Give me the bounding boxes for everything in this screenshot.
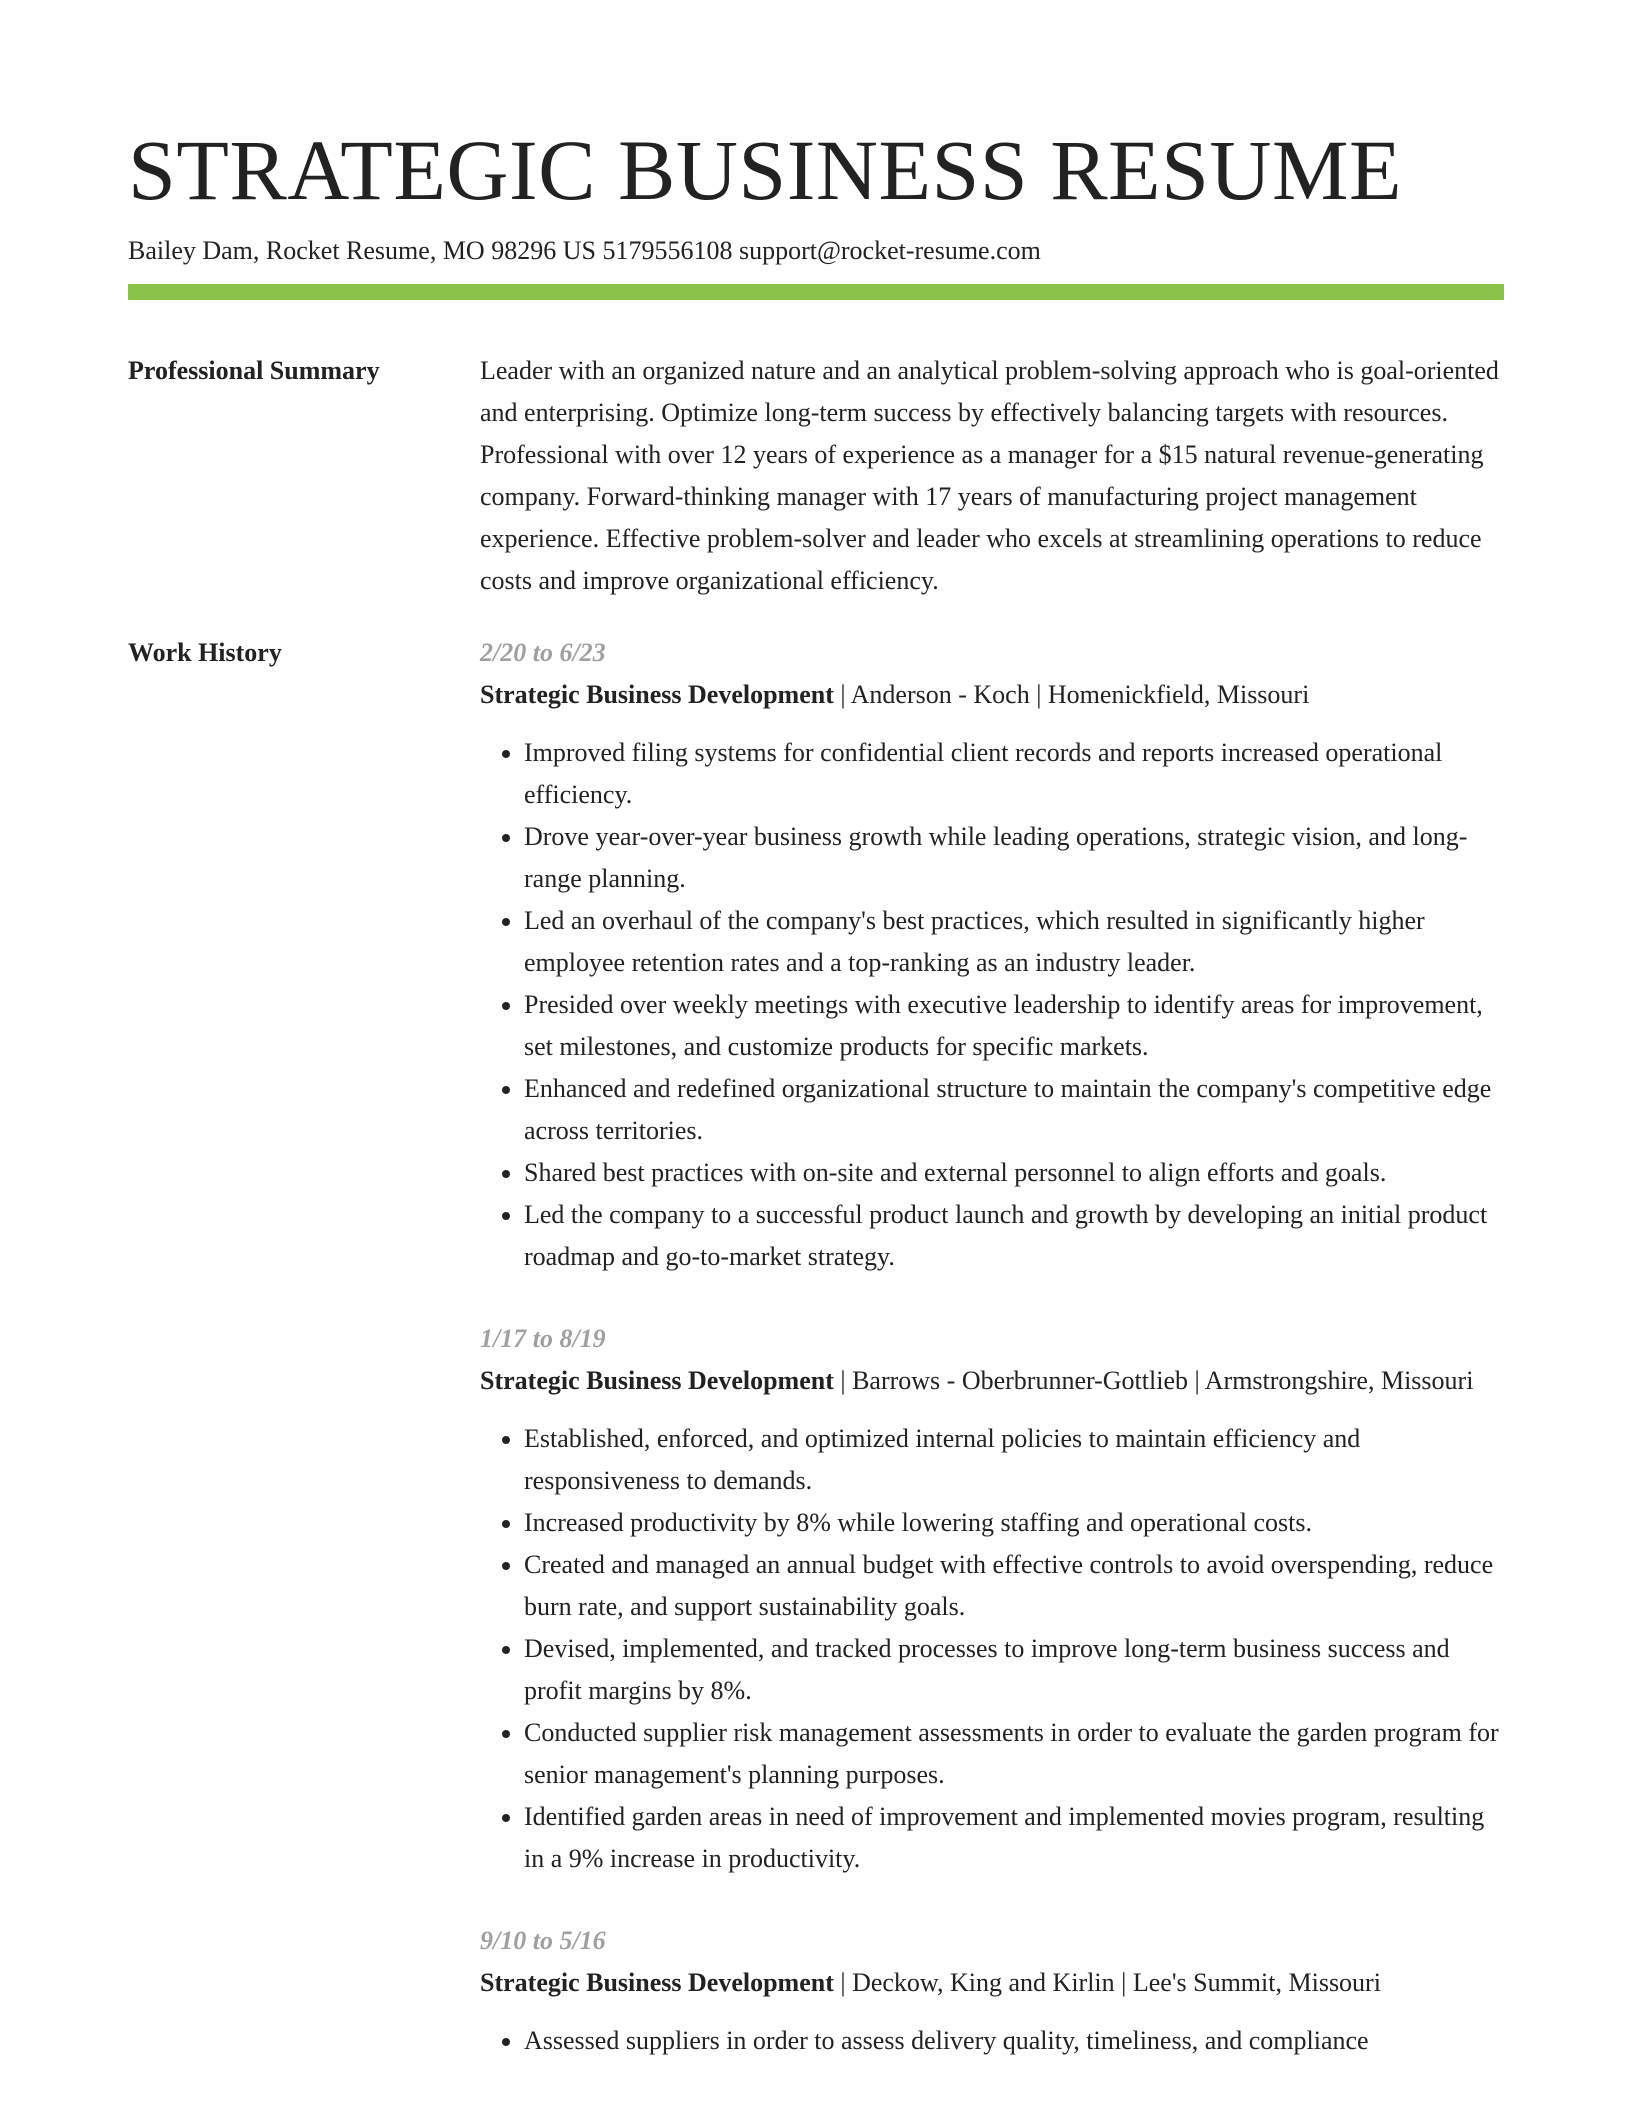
job-heading — [480, 674, 1504, 716]
job-company-location: | Barrows - Oberbrunner-Gottlieb | Armstrongshire, Missouri — [833, 1366, 1474, 1395]
job-bullet: • Created and managed an annual budget with effective controls to avoid overspending, reduce burn rate, and support sustainability goals. — [524, 1544, 1504, 1628]
job-dates: 2/20 to 6/23 — [480, 638, 606, 667]
job-bullet: • Presided over weekly meetings with executive leadership to identify areas for improvement, set milestones, and customize products for specific markets. — [524, 984, 1504, 1068]
job-dates: 9/10 to 5/16 — [480, 1926, 606, 1955]
work-history-body — [480, 632, 1504, 2102]
job-bullet: • Established, enforced, and optimized internal policies to maintain efficiency and responsiveness to demands. — [524, 1418, 1504, 1502]
job-bullet: • Devised, implemented, and tracked processes to improve long-term business success and profit margins by 8%. — [524, 1628, 1504, 1712]
summary-body — [480, 350, 1504, 602]
job-company-location: | Anderson - Koch | Homenickfield, Missouri — [833, 680, 1310, 709]
job-heading — [480, 1962, 1504, 2004]
work-history-label: Work History — [128, 638, 282, 667]
summary-text: Leader with an organized nature and an analytical problem-solving approach who is goal-oriented and enterprising. Optimize long-term success by effectively balancing targets with resources. Professional with over 12 years of experience as a manager for a $15 natural revenue-generating company. Forward-thinking manager with 17 years of manufacturing project management experience. Effective problem-solver and leader who excels at streamlining operations to reduce costs and improve organizational efficiency. — [480, 356, 1499, 595]
job-bullet: • Led the company to a successful product launch and growth by developing an initial product roadmap and go-to-market strategy. — [524, 1194, 1504, 1278]
job-bullet: • Enhanced and redefined organizational structure to maintain the company's competitive edge across territories. — [524, 1068, 1504, 1152]
job-bullet-list — [480, 732, 1504, 1278]
job-bullet: • Assessed suppliers in order to assess delivery quality, timeliness, and compliance — [524, 2020, 1504, 2062]
job-entry — [480, 632, 1504, 1278]
job-bullet-list — [480, 2020, 1504, 2062]
accent-divider — [128, 284, 1504, 300]
job-title: Strategic Business Development — [480, 1366, 834, 1395]
summary-label: Professional Summary — [128, 356, 380, 385]
job-heading — [480, 1360, 1504, 1402]
summary-section — [128, 350, 1504, 602]
job-entry — [480, 1318, 1504, 1880]
job-company-location: | Deckow, King and Kirlin | Lee's Summit, Missouri — [833, 1968, 1381, 1997]
work-history-section — [128, 632, 1504, 2102]
job-bullet: • Drove year-over-year business growth while leading operations, strategic vision, and long-range planning. — [524, 816, 1504, 900]
job-bullet-list — [480, 1418, 1504, 1880]
job-title: Strategic Business Development — [480, 680, 834, 709]
job-bullet: • Led an overhaul of the company's best practices, which resulted in significantly higher employee retention rates and a top-ranking as an industry leader. — [524, 900, 1504, 984]
contact-line: Bailey Dam, Rocket Resume, MO 98296 US 5179556108 support@rocket-resume.com — [128, 236, 1041, 265]
job-bullet: • Shared best practices with on-site and external personnel to align efforts and goals. — [524, 1152, 1504, 1194]
job-bullet: • Conducted supplier risk management assessments in order to evaluate the garden program for senior management's planning purposes. — [524, 1712, 1504, 1796]
job-bullet: • Improved filing systems for confidential client records and reports increased operational efficiency. — [524, 732, 1504, 816]
job-title: Strategic Business Development — [480, 1968, 834, 1997]
job-bullet: • Increased productivity by 8% while lowering staffing and operational costs. — [524, 1502, 1504, 1544]
job-bullet: • Identified garden areas in need of improvement and implemented movies program, resulting in a 9% increase in productivity. — [524, 1796, 1504, 1880]
job-entry — [480, 1920, 1504, 2062]
resume-title: STRATEGIC BUSINESS RESUME — [128, 122, 1403, 218]
job-dates: 1/17 to 8/19 — [480, 1324, 606, 1353]
